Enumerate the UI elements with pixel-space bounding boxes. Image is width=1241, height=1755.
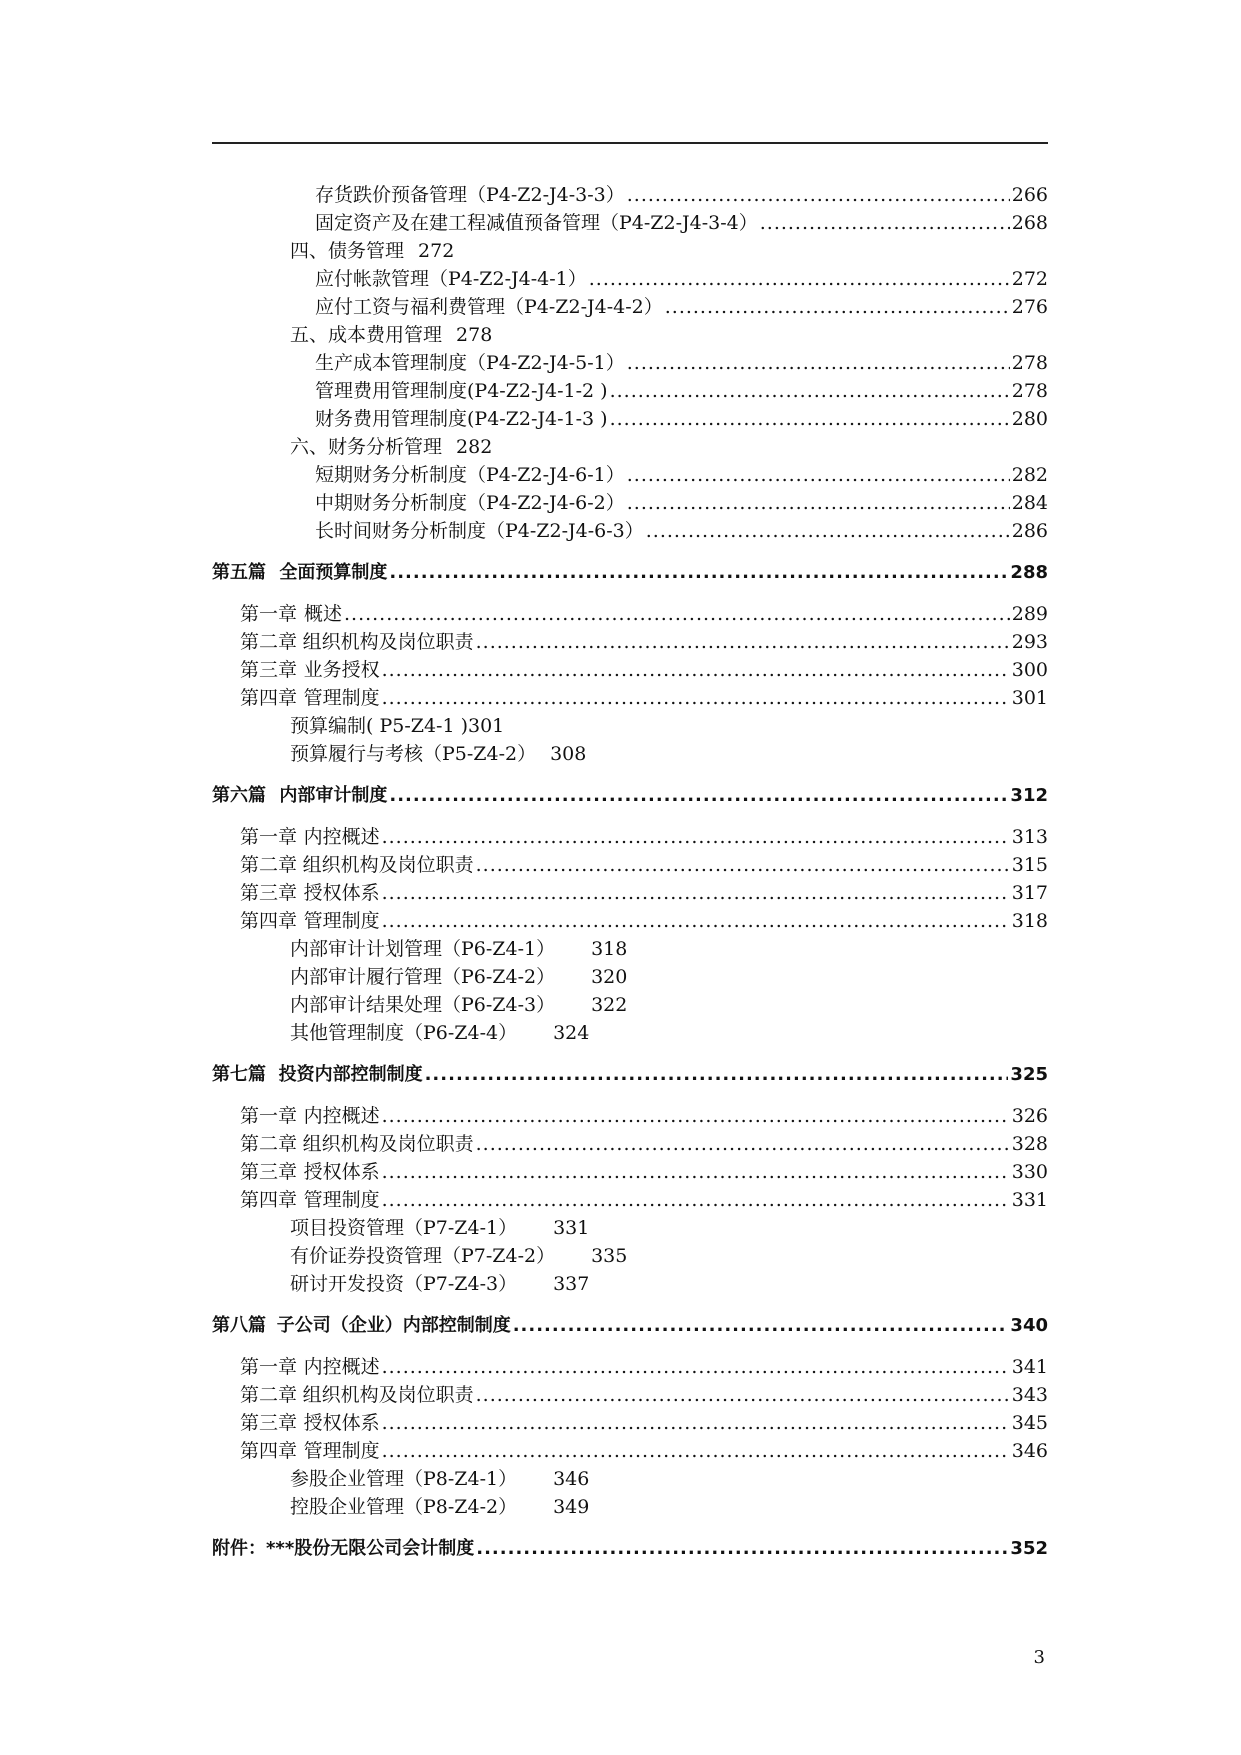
toc-section-page: 282 — [456, 436, 493, 458]
toc-item-label: 有价证券投资管理（P7-Z4-2） — [290, 1245, 556, 1267]
toc-part-page: 340 — [1010, 1315, 1048, 1336]
toc-chapter[interactable] — [240, 685, 1048, 711]
toc-chapter[interactable] — [240, 1410, 1048, 1436]
toc-chapter-number: 第二章 — [240, 854, 298, 876]
toc-chapter-page: 318 — [1011, 910, 1048, 932]
toc-chapter-number: 第一章 — [240, 1356, 298, 1378]
toc-chapter-number: 第四章 — [240, 1440, 298, 1462]
toc-leader — [760, 210, 1010, 236]
toc-entry-label: 长时间财务分析制度（P4-Z2-J4-6-3） — [315, 520, 644, 542]
toc-leader — [665, 294, 1010, 320]
toc-chapter-title: 内控概述 — [303, 1356, 380, 1378]
toc-chapter-number: 第三章 — [240, 1412, 298, 1434]
toc-entry-label: 管理费用管理制度(P4-Z2-J4-1-2 ) — [315, 380, 608, 402]
toc-part-title: 投资内部控制制度 — [278, 1064, 423, 1085]
toc-item-page: 337 — [553, 1273, 590, 1295]
toc-part-page: 288 — [1010, 562, 1048, 583]
toc-chapter-page: 293 — [1011, 631, 1048, 653]
toc-entry[interactable] — [315, 406, 1048, 432]
toc-chapter-page: 300 — [1011, 659, 1048, 681]
toc-chapter[interactable] — [240, 1159, 1048, 1185]
toc-leader — [344, 601, 1010, 627]
toc-entry-page: 280 — [1011, 408, 1048, 430]
toc-entry-label: 中期财务分析制度（P4-Z2-J4-6-2） — [315, 492, 625, 514]
toc-leader — [476, 1131, 1010, 1157]
toc-item-label: 预算履行与考核（P5-Z4-2） — [290, 743, 537, 765]
toc-chapter[interactable] — [240, 824, 1048, 850]
toc-chapter-number: 第一章 — [240, 826, 298, 848]
toc-entry[interactable] — [315, 490, 1048, 516]
toc-leader — [476, 1536, 1008, 1562]
toc-leader — [610, 406, 1010, 432]
toc-leader — [627, 350, 1010, 376]
toc-leader — [476, 629, 1010, 655]
toc-part-5[interactable] — [212, 560, 1048, 586]
toc-entry[interactable] — [315, 518, 1048, 544]
toc-chapter-page: 301 — [1011, 687, 1048, 709]
toc-chapter-page: 331 — [1011, 1189, 1048, 1211]
toc-chapter-title: 内控概述 — [303, 826, 380, 848]
toc-chapter-number: 第一章 — [240, 1105, 298, 1127]
toc-entry[interactable] — [315, 266, 1048, 292]
toc-chapter-number: 第三章 — [240, 1161, 298, 1183]
toc-item-page: 324 — [553, 1022, 590, 1044]
toc-chapter-page: 326 — [1011, 1105, 1048, 1127]
toc-leader — [382, 1438, 1010, 1464]
toc-part-number: 第八篇 — [212, 1315, 266, 1336]
toc-appendix-label: 附件：***股份无限公司会计制度 — [212, 1538, 475, 1559]
toc-part-8[interactable] — [212, 1313, 1048, 1339]
toc-item[interactable] — [290, 1215, 589, 1241]
toc-item[interactable] — [290, 741, 586, 767]
toc-chapter-number: 第三章 — [240, 882, 298, 904]
toc-chapter-number: 第二章 — [240, 1133, 298, 1155]
toc-item-label: 预算编制( P5-Z4-1 ) — [290, 715, 468, 737]
toc-leader — [382, 908, 1010, 934]
toc-section-label: 五、成本费用管理 — [290, 324, 443, 346]
toc-part-page: 312 — [1010, 785, 1048, 806]
toc-chapter-title: 内控概述 — [303, 1105, 380, 1127]
toc-entry-label: 存货跌价预备管理（P4-Z2-J4-3-3） — [315, 184, 625, 206]
toc-item[interactable] — [290, 1271, 589, 1297]
toc-item-page: 308 — [550, 743, 587, 765]
toc-item-label: 内部审计计划管理（P6-Z4-1） — [290, 938, 556, 960]
toc-leader — [425, 1062, 1009, 1088]
toc-chapter[interactable] — [240, 1187, 1048, 1213]
toc-chapter-page: 317 — [1011, 882, 1048, 904]
toc-part-number: 第六篇 — [212, 785, 266, 806]
toc-item-label: 其他管理制度（P6-Z4-4） — [290, 1022, 518, 1044]
toc-chapter-title: 组织机构及岗位职责 — [302, 631, 474, 653]
toc-leader — [627, 462, 1010, 488]
toc-leader — [382, 1410, 1010, 1436]
toc-chapter-title: 授权体系 — [303, 1412, 380, 1434]
toc-chapter-title: 管理制度 — [303, 687, 380, 709]
toc-chapter[interactable] — [240, 1131, 1048, 1157]
toc-part-title: 全面预算制度 — [279, 562, 388, 583]
toc-chapter-title: 组织机构及岗位职责 — [302, 1133, 474, 1155]
toc-chapter-page: 343 — [1011, 1384, 1048, 1406]
toc-entry-page: 284 — [1011, 492, 1048, 514]
toc-item-page: 335 — [591, 1245, 628, 1267]
toc-entry-label: 短期财务分析制度（P4-Z2-J4-6-1） — [315, 464, 625, 486]
toc-leader — [389, 560, 1008, 586]
toc-chapter-title: 授权体系 — [303, 882, 380, 904]
toc-entry-label: 固定资产及在建工程减值预备管理（P4-Z2-J4-3-4） — [315, 212, 758, 234]
toc-entry-label: 财务费用管理制度(P4-Z2-J4-1-3 ) — [315, 408, 608, 430]
toc-chapter-number: 第四章 — [240, 910, 298, 932]
toc-leader — [589, 266, 1010, 292]
toc-item-page: 349 — [553, 1496, 590, 1518]
toc-item-page: 331 — [553, 1217, 590, 1239]
toc-item-page: 322 — [591, 994, 628, 1016]
toc-entry-page: 278 — [1011, 380, 1048, 402]
toc-appendix[interactable] — [212, 1536, 1048, 1562]
toc-section-page: 272 — [418, 240, 455, 262]
toc-leader — [382, 657, 1010, 683]
toc-chapter[interactable] — [240, 601, 1048, 627]
toc-entry-page: 268 — [1011, 212, 1048, 234]
toc-chapter-page: 328 — [1011, 1133, 1048, 1155]
toc-item[interactable] — [290, 1243, 627, 1269]
toc-item[interactable] — [290, 1020, 589, 1046]
toc-leader — [627, 490, 1010, 516]
toc-item[interactable] — [290, 964, 627, 990]
toc-section[interactable] — [290, 322, 492, 348]
toc-chapter-title: 组织机构及岗位职责 — [302, 854, 474, 876]
toc-item[interactable] — [290, 1494, 589, 1520]
toc-leader — [382, 824, 1010, 850]
toc-leader — [476, 852, 1010, 878]
toc-item[interactable] — [290, 992, 627, 1018]
toc-chapter[interactable] — [240, 657, 1048, 683]
toc-chapter-title: 管理制度 — [303, 910, 380, 932]
toc-chapter[interactable] — [240, 880, 1048, 906]
toc-chapter-title: 管理制度 — [303, 1189, 380, 1211]
toc-entry[interactable] — [315, 378, 1048, 404]
toc-item[interactable] — [290, 713, 504, 739]
toc-chapter-page: 341 — [1011, 1356, 1048, 1378]
toc-chapter-page: 289 — [1011, 603, 1048, 625]
toc-item[interactable] — [290, 936, 627, 962]
toc-entry[interactable] — [315, 294, 1048, 320]
toc-item[interactable] — [290, 1466, 589, 1492]
toc-chapter-number: 第四章 — [240, 1189, 298, 1211]
toc-leader — [627, 182, 1010, 208]
toc-chapter[interactable] — [240, 852, 1048, 878]
page-number: 3 — [1033, 1647, 1045, 1668]
toc-item-page: 346 — [553, 1468, 590, 1490]
toc-leader — [382, 1159, 1010, 1185]
toc-entry-page: 272 — [1011, 268, 1048, 290]
toc-section[interactable] — [290, 238, 454, 264]
toc-chapter-page: 315 — [1011, 854, 1048, 876]
toc-entry-page: 282 — [1011, 464, 1048, 486]
toc-leader — [382, 880, 1010, 906]
toc-item-label: 参股企业管理（P8-Z4-1） — [290, 1468, 518, 1490]
toc-part-title: 子公司（企业）内部控制制度 — [276, 1315, 511, 1336]
toc-chapter-page: 345 — [1011, 1412, 1048, 1434]
toc-entry[interactable] — [315, 350, 1048, 376]
toc-leader — [382, 1103, 1010, 1129]
toc-item-page: 301 — [468, 715, 505, 737]
toc-chapter-number: 第四章 — [240, 687, 298, 709]
toc-item-label: 内部审计履行管理（P6-Z4-2） — [290, 966, 556, 988]
toc-chapter[interactable] — [240, 1382, 1048, 1408]
toc-chapter[interactable] — [240, 1103, 1048, 1129]
toc-entry[interactable] — [315, 462, 1048, 488]
toc-item-label: 项目投资管理（P7-Z4-1） — [290, 1217, 518, 1239]
toc-entry-page: 286 — [1011, 520, 1048, 542]
toc-item-label: 控股企业管理（P8-Z4-2） — [290, 1496, 518, 1518]
toc-part-number: 第七篇 — [212, 1064, 266, 1085]
toc-entry-label: 应付帐款管理（P4-Z2-J4-4-1） — [315, 268, 587, 290]
toc-chapter-title: 组织机构及岗位职责 — [302, 1384, 474, 1406]
toc-entry[interactable] — [315, 182, 1048, 208]
toc-chapter[interactable] — [240, 1354, 1048, 1380]
toc-section-label: 六、财务分析管理 — [290, 436, 443, 458]
toc-item-page: 318 — [591, 938, 628, 960]
toc-item-page: 320 — [591, 966, 628, 988]
toc-part-6[interactable] — [212, 783, 1048, 809]
toc-entry-label: 应付工资与福利费管理（P4-Z2-J4-4-2） — [315, 296, 663, 318]
toc-leader — [389, 783, 1008, 809]
toc-chapter-title: 概述 — [303, 603, 342, 625]
toc-item-label: 研讨开发投资（P7-Z4-3） — [290, 1273, 518, 1295]
toc-leader — [382, 685, 1010, 711]
toc-entry[interactable] — [315, 210, 1048, 236]
toc-chapter[interactable] — [240, 1438, 1048, 1464]
toc-chapter-number: 第一章 — [240, 603, 298, 625]
toc-section[interactable] — [290, 434, 492, 460]
toc-chapter-number: 第二章 — [240, 1384, 298, 1406]
toc-chapter-number: 第二章 — [240, 631, 298, 653]
toc-chapter-page: 313 — [1011, 826, 1048, 848]
toc-part-7[interactable] — [212, 1062, 1048, 1088]
toc-chapter[interactable] — [240, 629, 1048, 655]
toc-section-label: 四、债务管理 — [290, 240, 405, 262]
toc-chapter[interactable] — [240, 908, 1048, 934]
toc-part-number: 第五篇 — [212, 562, 266, 583]
toc-entry-page: 276 — [1011, 296, 1048, 318]
toc-item-label: 内部审计结果处理（P6-Z4-3） — [290, 994, 556, 1016]
toc-chapter-title: 管理制度 — [303, 1440, 380, 1462]
toc-leader — [382, 1187, 1010, 1213]
toc-chapter-page: 330 — [1011, 1161, 1048, 1183]
toc-part-page: 325 — [1010, 1064, 1048, 1085]
toc-chapter-title: 授权体系 — [303, 1161, 380, 1183]
toc-section-page: 278 — [456, 324, 493, 346]
toc-leader — [382, 1354, 1010, 1380]
toc-leader — [513, 1313, 1009, 1339]
toc-leader — [646, 518, 1010, 544]
toc-leader — [476, 1382, 1010, 1408]
toc-chapter-title: 业务授权 — [303, 659, 380, 681]
toc-entry-page: 278 — [1011, 352, 1048, 374]
toc-chapter-number: 第三章 — [240, 659, 298, 681]
toc-chapter-page: 346 — [1011, 1440, 1048, 1462]
toc-part-title: 内部审计制度 — [279, 785, 388, 806]
toc-leader — [610, 378, 1010, 404]
toc-entry-page: 266 — [1011, 184, 1048, 206]
toc-appendix-page: 352 — [1010, 1538, 1048, 1559]
toc-entry-label: 生产成本管理制度（P4-Z2-J4-5-1） — [315, 352, 625, 374]
